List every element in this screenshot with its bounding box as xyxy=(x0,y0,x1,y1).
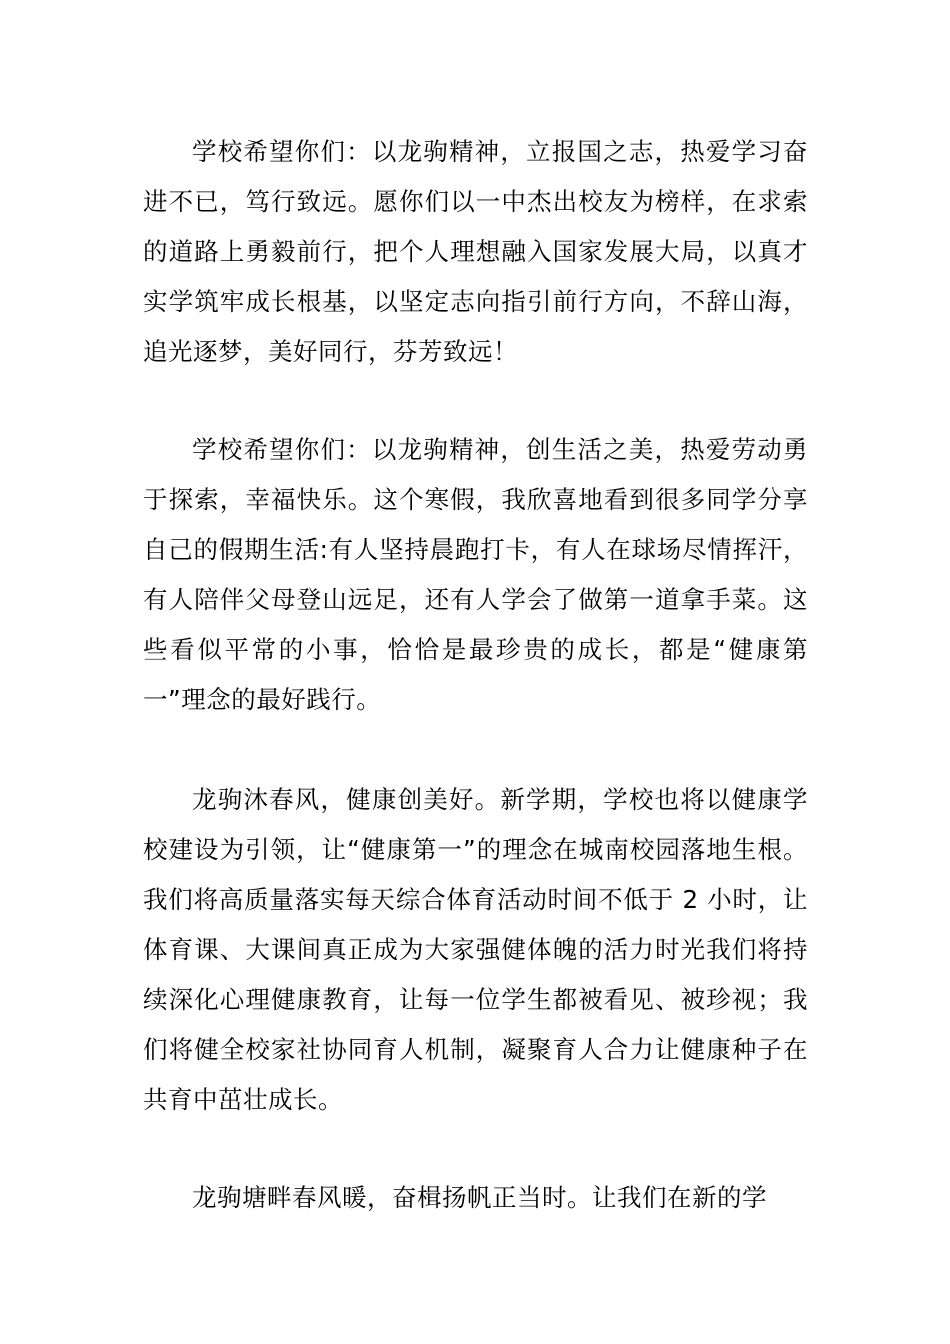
paragraph-3: 龙驹沐春风，健康创美好。新学期，学校也将以健康学校建设为引领，让“健康第一”的理念在城南校园落地生根。我们将高质量落实每天综合体育活动时间不低于 2 小时，让体育课、大课间真正成为大家强健体魄的活力时光我们将持续深化心理健康教育，让每一位学生都被看见、被珍视；我们将健全校家社协同育人机制，凝聚育人合力让健康种子在共育中茁壮成长。 xyxy=(143,785,808,1114)
paragraph-4: 龙驹塘畔春风暖，奋楫扬帆正当时。让我们在新的学 xyxy=(192,1183,767,1212)
paragraph-2: 学校希望你们：以龙驹精神，创生活之美，热爱劳动勇于探索，幸福快乐。这个寒假，我欣喜地看到很多同学分享自己的假期生活:有人坚持晨跑打卡，有人在球场尽情挥汗，有人陪伴父母登山远足，还有人学会了做第一道拿手菜。这些看似平常的小事，恰恰是最珍贵的成长，都是“健康第一”理念的最好践行。 xyxy=(143,435,808,714)
paragraph-1: 学校希望你们：以龙驹精神，立报国之志，热爱学习奋进不已，笃行致远。愿你们以一中杰出校友为榜样，在求索的道路上勇毅前行，把个人理想融入国家发展大局，以真才实学筑牢成长根基，以坚定志向指引前行方向，不辞山海，追光逐梦，美好同行，芬芳致远！ xyxy=(143,137,808,366)
